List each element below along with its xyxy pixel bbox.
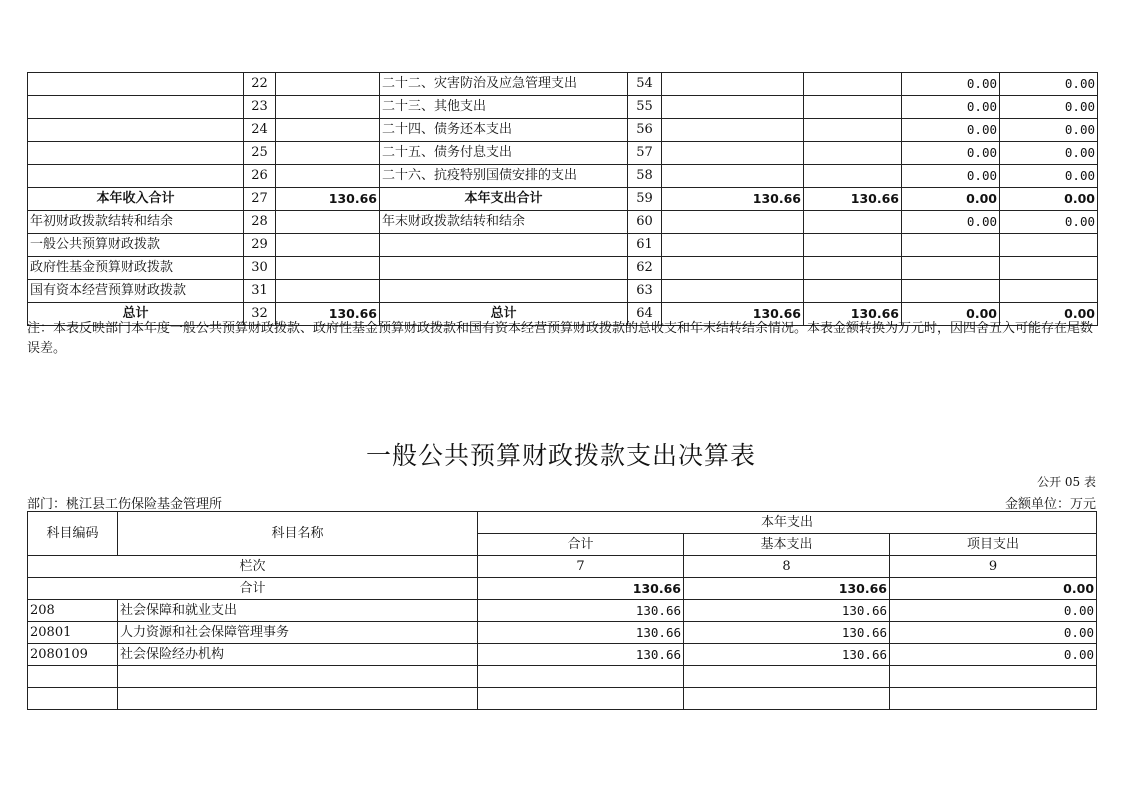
sum-row-label: 合计: [28, 578, 478, 600]
table-row: [28, 600, 1097, 622]
table-row: [28, 142, 1098, 165]
table-cell-basic: [684, 688, 890, 710]
table-cell-c5: 59: [628, 188, 662, 211]
table-cell-c6: [662, 119, 804, 142]
table-row: [28, 280, 1098, 303]
table-cell-c3: [276, 234, 380, 257]
revenue-expenditure-table: [27, 72, 1098, 326]
table-cell-code: 208: [28, 600, 118, 622]
table-cell-c7: [804, 96, 902, 119]
table-cell-c8: 0.00: [902, 211, 1000, 234]
table-cell-c5: 62: [628, 257, 662, 280]
table-cell-c1: [28, 96, 244, 119]
table-cell-c9: 0.00: [1000, 303, 1098, 326]
table-cell-c1: 一般公共预算财政拨款: [28, 234, 244, 257]
table-cell-c2: 22: [244, 73, 276, 96]
header-total: 合计: [478, 534, 684, 556]
table-cell-c7: [804, 280, 902, 303]
table-cell-c6: 130.66: [662, 303, 804, 326]
table-cell-c2: 32: [244, 303, 276, 326]
table-cell-c7: [804, 119, 902, 142]
table-cell-c9: [1000, 257, 1098, 280]
table-cell-c6: [662, 73, 804, 96]
table-cell-c6: [662, 234, 804, 257]
table-cell-c2: 27: [244, 188, 276, 211]
table-cell-c3: [276, 211, 380, 234]
table-cell-c2: 28: [244, 211, 276, 234]
table-cell-c4: 二十四、债务还本支出: [380, 119, 628, 142]
table-cell-c3: [276, 73, 380, 96]
table-cell-c2: 26: [244, 165, 276, 188]
table-cell-name: [118, 688, 478, 710]
table-cell-c5: 63: [628, 280, 662, 303]
table-cell-total: [478, 688, 684, 710]
table-cell-c5: 61: [628, 234, 662, 257]
table-cell-c1: 本年收入合计: [28, 188, 244, 211]
sum-row-total: 130.66: [478, 578, 684, 600]
table-cell-c7: 130.66: [804, 303, 902, 326]
table-cell-c7: 130.66: [804, 188, 902, 211]
page-title: 一般公共预算财政拨款支出决算表: [365, 441, 756, 470]
table-cell-c4: 二十二、灾害防治及应急管理支出: [380, 73, 628, 96]
table-cell-c3: [276, 165, 380, 188]
table-cell-c8: [902, 280, 1000, 303]
table-cell-c4: 年末财政拨款结转和结余: [380, 211, 628, 234]
table-cell-c5: 54: [628, 73, 662, 96]
table-row: [28, 211, 1098, 234]
sum-row-project: 0.00: [890, 578, 1097, 600]
table-cell-c8: [902, 257, 1000, 280]
table-cell-c9: 0.00: [1000, 96, 1098, 119]
table-cell-c7: [804, 211, 902, 234]
table-cell-c6: [662, 211, 804, 234]
table-cell-total: 130.66: [478, 644, 684, 666]
table-cell-c9: 0.00: [1000, 73, 1098, 96]
table-cell-c6: [662, 257, 804, 280]
table-cell-c5: 60: [628, 211, 662, 234]
table-cell-c8: 0.00: [902, 165, 1000, 188]
table-cell-c4: 二十三、其他支出: [380, 96, 628, 119]
header-project: 项目支出: [890, 534, 1097, 556]
table-cell-c9: [1000, 234, 1098, 257]
table-cell-c3: [276, 96, 380, 119]
department-label: 部门：桃江县工伤保险基金管理所: [27, 497, 223, 512]
table-cell-c1: 政府性基金预算财政拨款: [28, 257, 244, 280]
table-cell-c2: 31: [244, 280, 276, 303]
table-cell-code: [28, 688, 118, 710]
table-row: [28, 234, 1098, 257]
table-cell-c4: 二十五、债务付息支出: [380, 142, 628, 165]
table-cell-code: 20801: [28, 622, 118, 644]
table-cell-c2: 30: [244, 257, 276, 280]
table-cell-c7: [804, 257, 902, 280]
table-cell-project: 0.00: [890, 622, 1097, 644]
table-cell-c6: [662, 165, 804, 188]
table-cell-c1: 总计: [28, 303, 244, 326]
header-basic: 基本支出: [684, 534, 890, 556]
table-cell-code: 2080109: [28, 644, 118, 666]
table-cell-c3: [276, 257, 380, 280]
table-cell-c4: 本年支出合计: [380, 188, 628, 211]
table-cell-c1: [28, 73, 244, 96]
column-number-basic: 8: [684, 556, 890, 578]
table-cell-c1: 国有资本经营预算财政拨款: [28, 280, 244, 303]
column-number-total: 7: [478, 556, 684, 578]
table-cell-c2: 25: [244, 142, 276, 165]
table-cell-c8: 0.00: [902, 142, 1000, 165]
table-cell-c9: 0.00: [1000, 165, 1098, 188]
table-row: [28, 73, 1098, 96]
amount-unit-label: 金额单位：万元: [1004, 497, 1096, 512]
table-cell-project: 0.00: [890, 600, 1097, 622]
table-cell-c9: 0.00: [1000, 211, 1098, 234]
table-cell-c6: [662, 96, 804, 119]
table-cell-c5: 56: [628, 119, 662, 142]
table-cell-c8: 0.00: [902, 73, 1000, 96]
table-cell-project: [890, 666, 1097, 688]
table-cell-c8: [902, 234, 1000, 257]
sum-row-basic: 130.66: [684, 578, 890, 600]
table-cell-c4: [380, 234, 628, 257]
table-cell-c8: 0.00: [902, 303, 1000, 326]
table-cell-c9: 0.00: [1000, 188, 1098, 211]
table-cell-total: 130.66: [478, 600, 684, 622]
table-cell-c4: [380, 257, 628, 280]
table-row: [28, 666, 1097, 688]
table-cell-c7: [804, 142, 902, 165]
table-cell-name: 人力资源和社会保障管理事务: [118, 622, 478, 644]
table-cell-c6: [662, 280, 804, 303]
table-cell-basic: 130.66: [684, 644, 890, 666]
table-row: [28, 165, 1098, 188]
table-cell-basic: 130.66: [684, 600, 890, 622]
table-cell-c1: [28, 165, 244, 188]
table-cell-c5: 64: [628, 303, 662, 326]
table-cell-c4: 总计: [380, 303, 628, 326]
table-note: 注：本表反映部门本年度一般公共预算财政拨款、政府性基金预算财政拨款和国有资本经营预算财政拨款的总收支和年末结转结余情况。本表金额转换为万元时，因四舍五入可能存在尾数误差。: [27, 321, 1094, 356]
table-row: [28, 188, 1098, 211]
table-cell-c1: 年初财政拨款结转和结余: [28, 211, 244, 234]
table-cell-c5: 58: [628, 165, 662, 188]
table-cell-c6: 130.66: [662, 188, 804, 211]
table-cell-c8: 0.00: [902, 188, 1000, 211]
table-cell-c3: 130.66: [276, 303, 380, 326]
table-cell-name: 社会保险经办机构: [118, 644, 478, 666]
table-row: [28, 257, 1098, 280]
table-cell-c1: [28, 142, 244, 165]
table-cell-c8: 0.00: [902, 96, 1000, 119]
table-cell-name: 社会保障和就业支出: [118, 600, 478, 622]
table-cell-c3: [276, 280, 380, 303]
table-cell-c3: [276, 142, 380, 165]
table-cell-total: [478, 666, 684, 688]
header-name: 科目名称: [118, 512, 478, 556]
table-row: [28, 96, 1098, 119]
table-cell-c1: [28, 119, 244, 142]
table-cell-c2: 24: [244, 119, 276, 142]
table-cell-c4: [380, 280, 628, 303]
table-row: [28, 688, 1097, 710]
table-cell-code: [28, 666, 118, 688]
table-cell-c9: [1000, 280, 1098, 303]
form-code: 公开 05 表: [1037, 475, 1096, 489]
table-cell-c5: 55: [628, 96, 662, 119]
table-cell-c6: [662, 142, 804, 165]
table-cell-c3: 130.66: [276, 188, 380, 211]
column-number-project: 9: [890, 556, 1097, 578]
table-row: [28, 622, 1097, 644]
table-cell-c2: 23: [244, 96, 276, 119]
table-cell-c3: [276, 119, 380, 142]
table-row: [28, 644, 1097, 666]
column-number-label: 栏次: [28, 556, 478, 578]
table-cell-c2: 29: [244, 234, 276, 257]
table-cell-total: 130.66: [478, 622, 684, 644]
table-cell-basic: 130.66: [684, 622, 890, 644]
table-cell-project: [890, 688, 1097, 710]
table-cell-name: [118, 666, 478, 688]
table-cell-basic: [684, 666, 890, 688]
header-group: 本年支出: [478, 512, 1097, 534]
table-cell-c7: [804, 234, 902, 257]
table-cell-c7: [804, 73, 902, 96]
table-cell-project: 0.00: [890, 644, 1097, 666]
table-cell-c9: 0.00: [1000, 142, 1098, 165]
table-cell-c7: [804, 165, 902, 188]
table-cell-c9: 0.00: [1000, 119, 1098, 142]
table-cell-c8: 0.00: [902, 119, 1000, 142]
table-cell-c4: 二十六、抗疫特别国债安排的支出: [380, 165, 628, 188]
table-cell-c5: 57: [628, 142, 662, 165]
header-code: 科目编码: [28, 512, 118, 556]
table-row: [28, 119, 1098, 142]
general-budget-expenditure-table: [27, 511, 1097, 710]
